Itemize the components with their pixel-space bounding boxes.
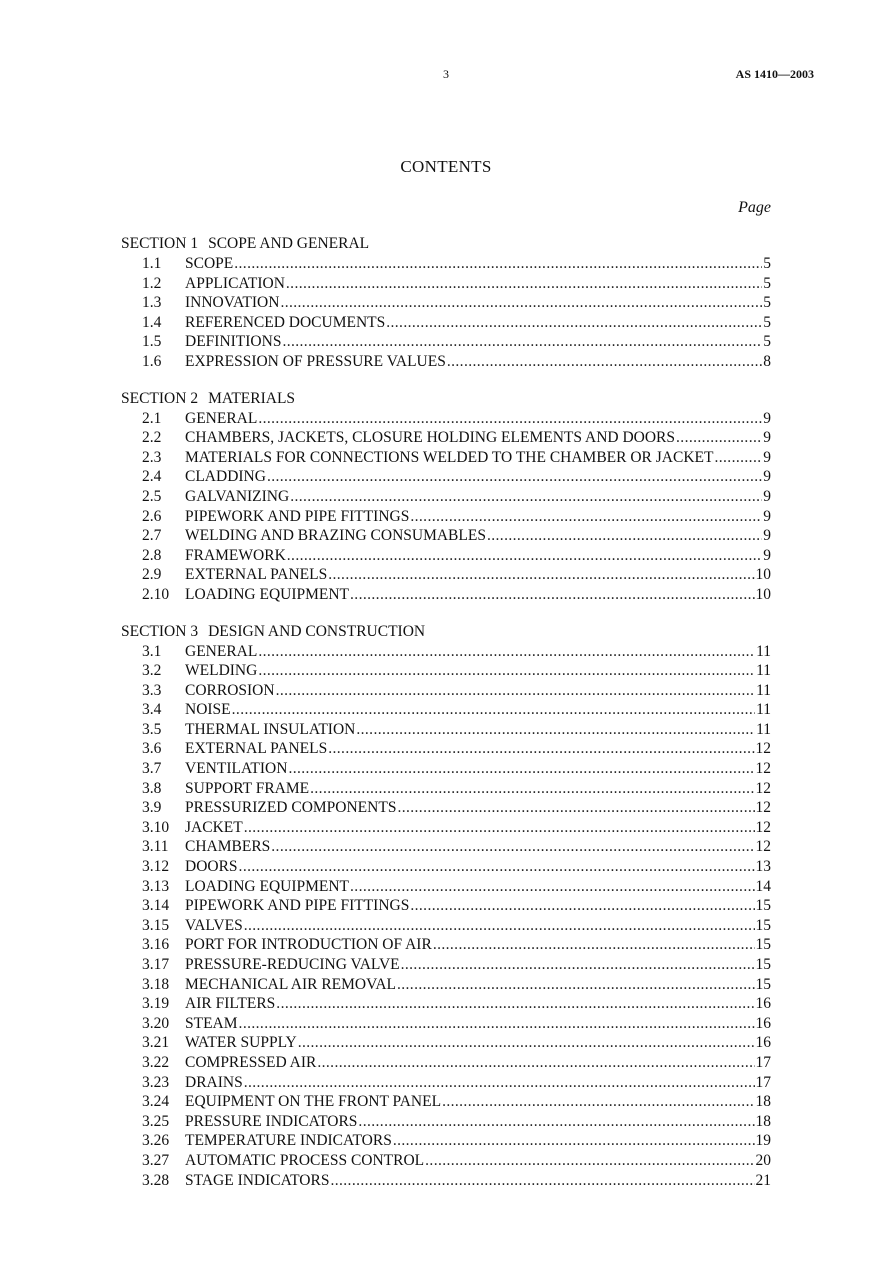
entry-title: NOISE <box>185 701 231 719</box>
entry-title: SUPPORT FRAME <box>185 779 310 797</box>
dot-leader <box>328 565 754 585</box>
entry-page-number: 5 <box>763 255 771 272</box>
dot-leader <box>386 313 762 333</box>
entry-number: 2.2 <box>142 429 162 447</box>
entry-number: 3.15 <box>142 916 170 934</box>
entry-page-number: 11 <box>756 701 771 719</box>
toc-entry[interactable] <box>121 857 771 877</box>
section-heading-number: SECTION 2 <box>121 389 199 407</box>
entry-title: WELDING <box>185 662 258 680</box>
entry-title: CORROSION <box>185 681 275 699</box>
entry-title: DRAINS <box>185 1073 243 1091</box>
toc-entry[interactable] <box>121 896 771 916</box>
dot-leader <box>244 916 755 936</box>
dot-leader <box>276 994 754 1014</box>
section-heading-number: SECTION 1 <box>121 235 199 252</box>
entry-number: 3.19 <box>142 995 170 1013</box>
entry-number: 3.21 <box>142 1034 170 1052</box>
entry-page-number: 12 <box>755 799 771 817</box>
entry-number: 3.11 <box>142 838 169 856</box>
toc-entry[interactable] <box>121 798 771 818</box>
page-number: 3 <box>443 67 449 81</box>
toc-entry[interactable] <box>121 352 771 372</box>
entry-number: 2.8 <box>142 546 162 564</box>
toc-entry[interactable] <box>121 1131 771 1151</box>
toc-entry[interactable] <box>121 994 771 1014</box>
toc-entry[interactable] <box>121 585 771 605</box>
entry-page-number: 9 <box>763 507 771 525</box>
entry-title: AIR FILTERS <box>185 995 276 1013</box>
entry-page-number: 12 <box>755 779 771 797</box>
dot-leader <box>276 681 755 701</box>
dot-leader <box>350 877 754 897</box>
dot-leader <box>356 720 755 740</box>
entry-page-number: 9 <box>763 468 771 486</box>
dot-leader <box>317 1053 754 1073</box>
entry-number: 3.8 <box>142 779 162 797</box>
toc-entry[interactable] <box>121 935 771 955</box>
toc-entry[interactable] <box>121 1033 771 1053</box>
entry-number: 3.27 <box>142 1151 170 1169</box>
table-of-contents <box>121 234 771 1207</box>
toc-entry[interactable] <box>121 293 771 313</box>
entry-number: 1.3 <box>142 294 162 312</box>
entry-page-number: 18 <box>755 1112 771 1130</box>
entry-number: 2.4 <box>142 468 162 486</box>
section-heading[interactable] <box>121 622 771 642</box>
entry-number: 3.20 <box>142 1014 170 1032</box>
dot-leader <box>310 779 754 799</box>
entry-title: EXPRESSION OF PRESSURE VALUES <box>185 352 446 370</box>
entry-number: 2.1 <box>142 409 162 427</box>
entry-title: GENERAL <box>185 642 258 660</box>
entry-number: 2.7 <box>142 527 162 545</box>
entry-page-number: 9 <box>763 448 771 466</box>
entry-number: 1.5 <box>142 333 162 351</box>
dot-leader <box>442 1092 754 1112</box>
entry-page-number: 13 <box>755 858 771 876</box>
entry-title: CHAMBERS <box>185 838 271 856</box>
toc-entry[interactable] <box>121 759 771 779</box>
toc-entry[interactable] <box>121 467 771 487</box>
toc-entry[interactable] <box>121 332 771 352</box>
toc-entry[interactable] <box>121 779 771 799</box>
entry-number: 3.28 <box>142 1171 170 1189</box>
section-heading[interactable] <box>121 234 771 254</box>
entry-title: PIPEWORK AND PIPE FITTINGS <box>185 897 410 915</box>
entry-number: 3.4 <box>142 701 162 719</box>
entry-number: 2.10 <box>142 585 170 603</box>
dot-leader <box>397 975 755 995</box>
entry-title: AUTOMATIC PROCESS CONTROL <box>185 1151 425 1169</box>
entry-number: 2.9 <box>142 566 162 584</box>
entry-number: 2.6 <box>142 507 162 525</box>
entry-page-number: 15 <box>755 975 771 993</box>
toc-entry[interactable] <box>121 409 771 429</box>
entry-title: PRESSURE INDICATORS <box>185 1112 358 1130</box>
toc-entry[interactable] <box>121 526 771 546</box>
dot-leader <box>258 642 755 662</box>
entry-page-number: 16 <box>755 1014 771 1032</box>
entry-title: VENTILATION <box>185 760 288 778</box>
toc-entry[interactable] <box>121 507 771 527</box>
entry-title: EQUIPMENT ON THE FRONT PANEL <box>185 1093 442 1111</box>
entry-title: FRAMEWORK <box>185 546 286 564</box>
entry-number: 3.18 <box>142 975 170 993</box>
entry-page-number: 9 <box>763 527 771 545</box>
toc-entry[interactable] <box>121 1092 771 1112</box>
entry-number: 2.5 <box>142 487 162 505</box>
entry-page-number: 5 <box>763 274 771 292</box>
dot-leader <box>298 1033 755 1053</box>
entry-number: 3.9 <box>142 799 162 817</box>
entry-number: 3.12 <box>142 858 170 876</box>
entry-title: PRESSURE-REDUCING VALVE <box>185 956 400 973</box>
entry-page-number: 5 <box>763 313 771 331</box>
toc-entry[interactable] <box>121 1073 771 1093</box>
dot-leader <box>425 1151 754 1171</box>
entry-title: THERMAL INSULATION <box>185 720 356 738</box>
entry-number: 2.3 <box>142 448 162 466</box>
dot-leader <box>447 352 762 372</box>
toc-entry[interactable] <box>121 975 771 995</box>
entry-title: VALVES <box>185 916 243 934</box>
section-heading-title: SCOPE AND GENERAL <box>208 235 370 252</box>
toc-entry[interactable] <box>121 818 771 838</box>
entry-number: 3.25 <box>142 1112 170 1130</box>
entry-title: SCOPE <box>185 255 234 272</box>
toc-entry[interactable] <box>121 1014 771 1034</box>
dot-leader <box>330 1171 754 1191</box>
entry-page-number: 12 <box>755 740 771 758</box>
entry-title: LOADING EQUIPMENT <box>185 877 350 895</box>
entry-title: STAGE INDICATORS <box>185 1171 330 1189</box>
entry-title: COMPRESSED AIR <box>185 1053 317 1071</box>
entry-title: STEAM <box>185 1014 238 1032</box>
dot-leader <box>258 661 755 681</box>
toc-entry[interactable] <box>121 681 771 701</box>
entry-number: 3.17 <box>142 956 170 973</box>
entry-number: 3.1 <box>142 642 162 660</box>
entry-page-number: 11 <box>756 642 771 660</box>
entry-number: 3.16 <box>142 936 170 954</box>
entry-number: 1.2 <box>142 274 162 292</box>
entry-title: MECHANICAL AIR REMOVAL <box>185 975 396 993</box>
entry-page-number: 5 <box>763 294 771 312</box>
dot-leader <box>234 254 762 274</box>
dot-leader <box>232 700 755 720</box>
entry-title: GALVANIZING <box>185 487 290 505</box>
entry-number: 1.1 <box>142 255 162 272</box>
entry-page-number: 11 <box>756 681 771 699</box>
dot-leader <box>410 896 754 916</box>
toc-entry[interactable] <box>121 546 771 566</box>
toc-entry[interactable] <box>121 487 771 507</box>
entry-page-number: 18 <box>755 1093 771 1111</box>
entry-number: 3.10 <box>142 818 170 836</box>
entry-page-number: 15 <box>755 956 771 973</box>
entry-page-number: 15 <box>755 916 771 934</box>
dot-leader <box>287 546 762 566</box>
entry-page-number: 17 <box>755 1073 771 1091</box>
entry-number: 3.5 <box>142 720 162 738</box>
entry-page-number: 21 <box>755 1171 771 1189</box>
section-heading-title: MATERIALS <box>208 389 296 407</box>
toc-entry[interactable] <box>121 274 771 294</box>
toc-entry[interactable] <box>121 1053 771 1073</box>
toc-entry[interactable] <box>121 955 771 975</box>
dot-leader <box>239 857 755 877</box>
dot-leader <box>280 293 762 313</box>
dot-leader <box>267 467 762 487</box>
entry-number: 3.14 <box>142 897 170 915</box>
toc-entry[interactable] <box>121 428 771 448</box>
entry-page-number: 16 <box>755 995 771 1013</box>
entry-title: DEFINITIONS <box>185 333 282 351</box>
toc-entry[interactable] <box>121 565 771 585</box>
dot-leader <box>714 448 762 468</box>
entry-number: 3.22 <box>142 1053 170 1071</box>
entry-number: 3.23 <box>142 1073 170 1091</box>
entry-page-number: 15 <box>755 897 771 915</box>
entry-page-number: 11 <box>756 720 771 738</box>
entry-page-number: 8 <box>763 352 771 370</box>
entry-title: JACKET <box>185 818 243 836</box>
entry-page-number: 9 <box>763 409 771 427</box>
entry-title: PIPEWORK AND PIPE FITTINGS <box>185 507 410 525</box>
entry-page-number: 15 <box>755 936 771 954</box>
entry-page-number: 12 <box>755 818 771 836</box>
entry-page-number: 20 <box>755 1151 771 1169</box>
dot-leader <box>286 274 762 294</box>
entry-number: 3.7 <box>142 760 162 778</box>
toc-entry[interactable] <box>121 877 771 897</box>
entry-title: PORT FOR INTRODUCTION OF AIR <box>185 936 432 954</box>
entry-title: LOADING EQUIPMENT <box>185 585 350 603</box>
entry-page-number: 11 <box>756 662 771 680</box>
dot-leader <box>239 1014 755 1034</box>
toc-entry[interactable] <box>121 661 771 681</box>
contents-title: CONTENTS <box>400 157 492 176</box>
toc-entry[interactable] <box>121 1112 771 1132</box>
entry-title: TEMPERATURE INDICATORS <box>185 1132 392 1150</box>
entry-title: CHAMBERS, JACKETS, CLOSURE HOLDING ELEMENTS AND DOORS <box>185 429 676 447</box>
entry-page-number: 12 <box>755 838 771 856</box>
entry-page-number: 9 <box>763 429 771 447</box>
entry-page-number: 19 <box>755 1132 771 1150</box>
entry-title: REFERENCED DOCUMENTS <box>185 313 386 331</box>
toc-entry[interactable] <box>121 916 771 936</box>
entry-title: GENERAL <box>185 409 258 427</box>
entry-page-number: 10 <box>755 585 771 603</box>
toc-entry[interactable] <box>121 1171 771 1191</box>
dot-leader <box>350 585 754 605</box>
entry-page-number: 5 <box>763 333 771 351</box>
dot-leader <box>244 1073 755 1093</box>
entry-number: 3.6 <box>142 740 162 758</box>
dot-leader <box>271 837 754 857</box>
toc-entry[interactable] <box>121 313 771 333</box>
dot-leader <box>244 818 755 838</box>
entry-number: 3.13 <box>142 877 170 895</box>
entry-number: 1.4 <box>142 313 162 331</box>
entry-number: 3.24 <box>142 1093 170 1111</box>
entry-page-number: 12 <box>755 760 771 778</box>
entry-page-number: 14 <box>755 877 771 895</box>
dot-leader <box>401 955 755 975</box>
entry-page-number: 16 <box>755 1034 771 1052</box>
entry-title: PRESSURIZED COMPONENTS <box>185 799 397 817</box>
toc-entry[interactable] <box>121 448 771 468</box>
dot-leader <box>676 428 762 448</box>
dot-leader <box>290 487 762 507</box>
entry-number: 3.26 <box>142 1132 170 1150</box>
entry-title: EXTERNAL PANELS <box>185 740 328 758</box>
toc-entry[interactable] <box>121 720 771 740</box>
entry-title: WATER SUPPLY <box>185 1034 297 1052</box>
section-heading[interactable] <box>121 389 771 409</box>
toc-entry[interactable] <box>121 1151 771 1171</box>
dot-leader <box>258 409 762 429</box>
toc-entry[interactable] <box>121 739 771 759</box>
dot-leader <box>397 798 754 818</box>
toc-section <box>121 234 771 372</box>
dot-leader <box>328 739 754 759</box>
standard-code: AS 1410—2003 <box>735 67 814 81</box>
section-heading-number: SECTION 3 <box>121 622 199 640</box>
entry-number: 1.6 <box>142 352 162 370</box>
entry-title: APPLICATION <box>185 274 285 292</box>
dot-leader <box>487 526 762 546</box>
entry-title: WELDING AND BRAZING CONSUMABLES <box>185 527 486 545</box>
entry-title: DOORS <box>185 858 238 876</box>
dot-leader <box>433 935 755 955</box>
dot-leader <box>288 759 754 779</box>
toc-section <box>121 622 771 1191</box>
entry-page-number: 9 <box>763 546 771 564</box>
entry-number: 3.3 <box>142 681 162 699</box>
entry-page-number: 17 <box>755 1053 771 1071</box>
toc-entry[interactable] <box>121 642 771 662</box>
entry-page-number: 9 <box>763 487 771 505</box>
section-heading-title: DESIGN AND CONSTRUCTION <box>208 622 426 640</box>
toc-section <box>121 389 771 605</box>
page-column-label: Page <box>738 199 771 216</box>
dot-leader <box>358 1112 754 1132</box>
entry-title: MATERIALS FOR CONNECTIONS WELDED TO THE CHAMBER OR JACKET <box>185 448 714 466</box>
entry-page-number: 10 <box>755 566 771 584</box>
toc-entry[interactable] <box>121 700 771 720</box>
dot-leader <box>282 332 762 352</box>
toc-entry[interactable] <box>121 837 771 857</box>
toc-entry[interactable] <box>121 254 771 274</box>
dot-leader <box>393 1131 755 1151</box>
entry-title: EXTERNAL PANELS <box>185 566 328 584</box>
dot-leader <box>410 507 762 527</box>
entry-number: 3.2 <box>142 662 162 680</box>
entry-title: CLADDING <box>185 468 266 486</box>
entry-title: INNOVATION <box>185 294 280 312</box>
